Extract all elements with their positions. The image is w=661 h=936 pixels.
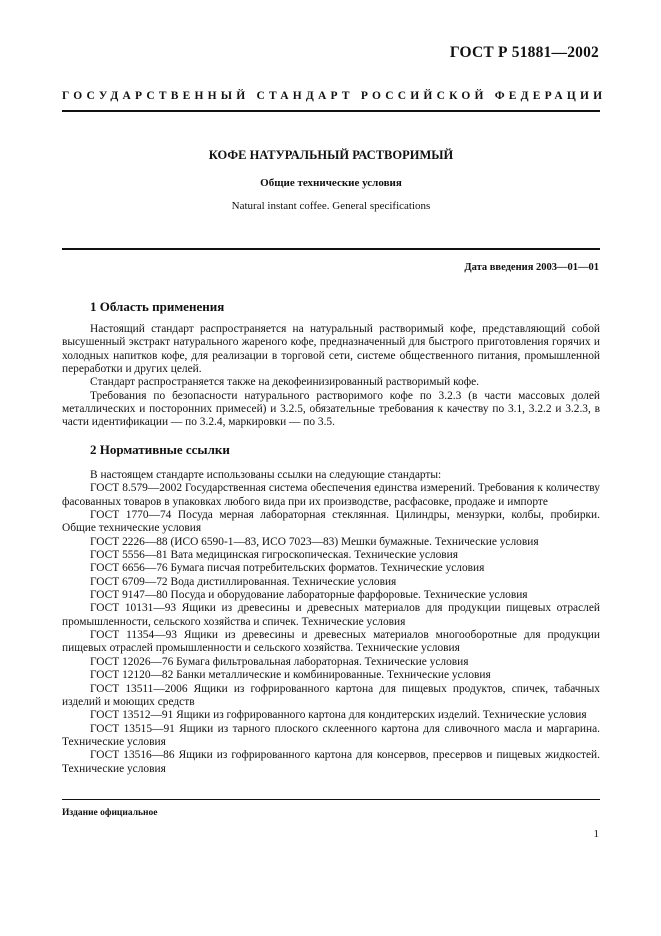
- reference-item: ГОСТ 6656—76 Бумага писчая потребительских форматов. Технические условия: [90, 562, 485, 575]
- paragraph: Настоящий стандарт распространяется на натуральный растворимый кофе, представляющий собой высушенный экстракт натурального жареного кофе, предназначенный для быстрого приготовления горячих и холодных напитков кофе, для реализации в торговой сети, системе общественного питания, промышленной переработки и других целей.: [62, 323, 600, 376]
- section-references-body: [62, 469, 600, 776]
- reference-item: ГОСТ 13515—91 Ящики из тарного плоского склеенного картона для сливочного масла и маргарина. Технические условия: [62, 722, 600, 748]
- reference-item: ГОСТ 5556—81 Вата медицинская гигроскопическая. Технические условия: [90, 549, 459, 562]
- introduction-date: Дата введения 2003—01—01: [464, 262, 599, 273]
- reference-item: ГОСТ 8.579—2002 Государственная система обеспечения единства измерений. Требования к количеству фасованных товаров в упаковках любого вида при их производстве, расфасовке, продаже и импорте: [62, 482, 600, 508]
- reference-item: ГОСТ 1770—74 Посуда мерная лабораторная стеклянная. Цилиндры, мензурки, колбы, пробирки. Общие технические условия: [62, 509, 600, 535]
- paragraph: Требования по безопасности натурального растворимого кофе по 3.2.3 (в части массовых долей металлических и посторонних примесей) и 3.2.5, обязательные требования к качеству по 3.1, 3.2.2 и 3.2.3, в части идентификации — по 3.2.4, маркировки — по 3.5.: [62, 389, 600, 429]
- reference-item: ГОСТ 12026—76 Бумага фильтровальная лабораторная. Технические условия: [90, 655, 469, 668]
- reference-item: ГОСТ 13512—91 Ящики из гофрированного картона для кондитерских изделий. Технические условия: [90, 709, 587, 722]
- section-scope-body: [62, 323, 600, 430]
- reference-item: ГОСТ 12120—82 Банки металлические и комбинированные. Технические условия: [90, 669, 491, 682]
- reference-item: ГОСТ 9147—80 Посуда и оборудование лабораторные фарфоровые. Технические условия: [90, 589, 528, 602]
- document-title-english: Natural instant coffee. General specifications: [231, 200, 431, 212]
- title-rule: [62, 248, 600, 250]
- paragraph: Стандарт распространяется также на декофеинизированный растворимый кофе.: [90, 376, 480, 389]
- standard-code: ГОСТ Р 51881—2002: [449, 44, 599, 61]
- reference-item: ГОСТ 6709—72 Вода дистиллированная. Технические условия: [90, 575, 397, 588]
- document-subtitle: Общие технические условия: [260, 177, 402, 189]
- standard-header-band: ГОСУДАРСТВЕННЫЙ СТАНДАРТ РОССИЙСКОЙ ФЕДЕРАЦИИ: [62, 90, 607, 102]
- document-title: КОФЕ НАТУРАЛЬНЫЙ РАСТВОРИМЫЙ: [208, 148, 454, 162]
- reference-item: ГОСТ 10131—93 Ящики из древесины и древесных материалов для продукции пищевых отраслей промышленности, сельского хозяйства и спичек. Технические условия: [62, 602, 600, 628]
- footer-rule: [62, 799, 600, 800]
- reference-item: ГОСТ 2226—88 (ИСО 6590-1—83, ИСО 7023—83) Мешки бумажные. Технические условия: [90, 535, 539, 548]
- edition-note: Издание официальное: [62, 808, 158, 818]
- section-heading-references: 2 Нормативные ссылки: [90, 442, 230, 457]
- reference-item: ГОСТ 13516—86 Ящики из гофрированного картона для консервов, пресервов и пищевых жидкостей. Технические условия: [62, 749, 600, 775]
- reference-item: ГОСТ 13511—2006 Ящики из гофрированного картона для пищевых продуктов, спичек, табачных изделий и моющих средств: [62, 682, 600, 708]
- section-heading-scope: 1 Область применения: [90, 299, 225, 314]
- paragraph: В настоящем стандарте использованы ссылки на следующие стандарты:: [90, 469, 442, 481]
- reference-item: ГОСТ 11354—93 Ящики из древесины и древесных материалов многооборотные для продукции пищевых отраслей промышленности и сельского хозяйства. Технические условия: [62, 629, 600, 655]
- header-rule: [62, 110, 600, 112]
- page-number: 1: [593, 828, 599, 840]
